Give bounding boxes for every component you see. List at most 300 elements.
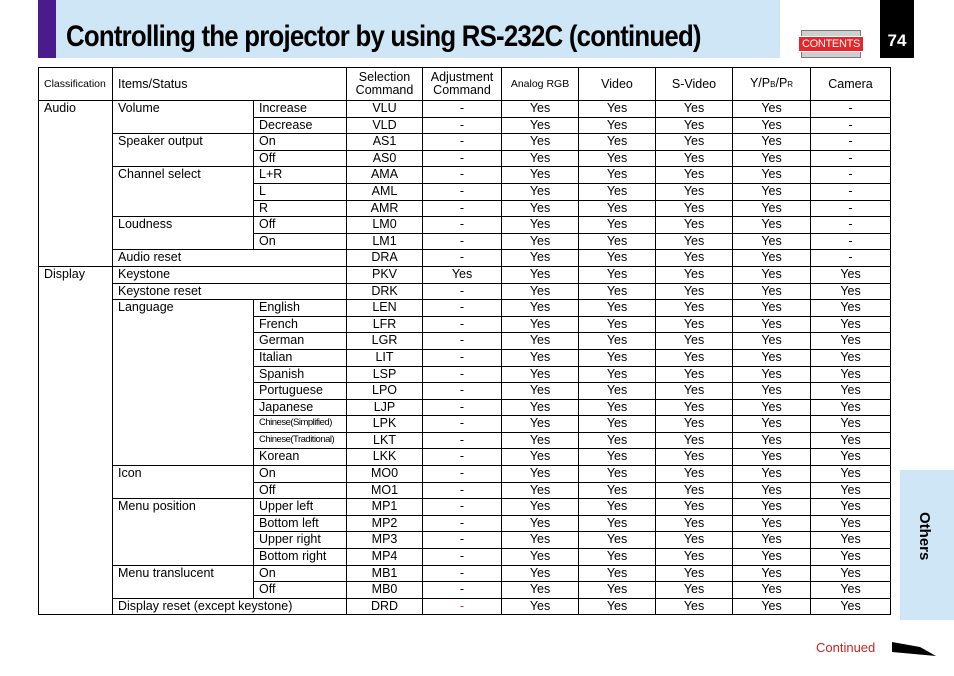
video-cell: Yes — [579, 333, 656, 350]
status-cell: Spanish — [254, 366, 347, 383]
adjustment-command-cell: - — [423, 482, 502, 499]
table-header-row — [39, 68, 891, 101]
analog-rgb-cell: Yes — [502, 167, 579, 184]
adjustment-command-cell: - — [423, 167, 502, 184]
selection-command-cell: VLD — [347, 117, 423, 134]
s-video-cell: Yes — [656, 466, 733, 483]
classification-cell — [39, 200, 113, 217]
ypbpr-cell: Yes — [733, 101, 811, 118]
table-row — [39, 316, 891, 333]
video-cell: Yes — [579, 399, 656, 416]
s-video-cell: Yes — [656, 167, 733, 184]
camera-cell: Yes — [811, 316, 891, 333]
selection-command-cell: DRD — [347, 598, 423, 615]
ypbpr-cell: Yes — [733, 349, 811, 366]
others-tab-label: Others — [916, 512, 933, 561]
table-row — [39, 283, 891, 300]
camera-cell: - — [811, 217, 891, 234]
selection-command-cell: LM0 — [347, 217, 423, 234]
status-cell: Decrease — [254, 117, 347, 134]
adjustment-command-cell: - — [423, 200, 502, 217]
table-row — [39, 499, 891, 516]
classification-cell — [39, 598, 113, 615]
analog-rgb-cell: Yes — [502, 515, 579, 532]
table-row — [39, 117, 891, 134]
table-row — [39, 200, 891, 217]
video-cell: Yes — [579, 466, 656, 483]
s-video-cell: Yes — [656, 565, 733, 582]
rs232c-command-table — [38, 67, 891, 615]
analog-rgb-cell: Yes — [502, 283, 579, 300]
analog-rgb-cell: Yes — [502, 316, 579, 333]
video-cell: Yes — [579, 167, 656, 184]
analog-rgb-cell: Yes — [502, 582, 579, 599]
ypbpr-cell: Yes — [733, 383, 811, 400]
video-cell: Yes — [579, 200, 656, 217]
ypbpr-cell: Yes — [733, 432, 811, 449]
classification-cell — [39, 549, 113, 566]
classification-cell — [39, 150, 113, 167]
classification-cell — [39, 250, 113, 267]
selection-command-cell: AML — [347, 183, 423, 200]
ypbpr-cell: Yes — [733, 449, 811, 466]
status-cell: Off — [254, 582, 347, 599]
adjustment-command-cell: - — [423, 316, 502, 333]
selection-command-cell: LPK — [347, 416, 423, 433]
selection-command-cell: MP2 — [347, 515, 423, 532]
selection-command-cell: LGR — [347, 333, 423, 350]
table-row — [39, 532, 891, 549]
s-video-cell: Yes — [656, 549, 733, 566]
item-cell — [113, 432, 254, 449]
analog-rgb-cell: Yes — [502, 134, 579, 151]
analog-rgb-cell: Yes — [502, 549, 579, 566]
classification-cell — [39, 532, 113, 549]
s-video-cell: Yes — [656, 399, 733, 416]
ypbpr-cell: Yes — [733, 250, 811, 267]
analog-rgb-cell: Yes — [502, 349, 579, 366]
adjustment-command-cell: - — [423, 532, 502, 549]
adjustment-command-cell: - — [423, 383, 502, 400]
adjustment-command-cell: - — [423, 565, 502, 582]
header-s-video: S-Video — [656, 68, 733, 101]
s-video-cell: Yes — [656, 449, 733, 466]
classification-cell — [39, 582, 113, 599]
ypbpr-cell: Yes — [733, 300, 811, 317]
s-video-cell: Yes — [656, 598, 733, 615]
selection-command-cell: LKT — [347, 432, 423, 449]
video-cell: Yes — [579, 300, 656, 317]
camera-cell: Yes — [811, 366, 891, 383]
header-items-status: Items/Status — [113, 68, 347, 101]
status-cell: On — [254, 134, 347, 151]
video-cell: Yes — [579, 515, 656, 532]
table-row — [39, 598, 891, 615]
table-row — [39, 565, 891, 582]
selection-command-cell: LSP — [347, 366, 423, 383]
table-row — [39, 266, 891, 283]
table-row — [39, 134, 891, 151]
item-cell — [113, 482, 254, 499]
header-video: Video — [579, 68, 656, 101]
item-cell: Keystone reset — [113, 283, 347, 300]
contents-button[interactable] — [801, 30, 861, 58]
s-video-cell: Yes — [656, 134, 733, 151]
table-row — [39, 399, 891, 416]
page-number: 74 — [880, 0, 914, 58]
s-video-cell: Yes — [656, 101, 733, 118]
status-cell: Upper left — [254, 499, 347, 516]
selection-command-cell: LFR — [347, 316, 423, 333]
camera-cell: Yes — [811, 266, 891, 283]
adjustment-command-cell: - — [423, 101, 502, 118]
video-cell: Yes — [579, 150, 656, 167]
analog-rgb-cell: Yes — [502, 333, 579, 350]
selection-command-cell: MP1 — [347, 499, 423, 516]
header-adjustment-command: Adjustment Command — [423, 68, 502, 101]
camera-cell: Yes — [811, 333, 891, 350]
adjustment-command-cell: - — [423, 134, 502, 151]
ypbpr-cell: Yes — [733, 499, 811, 516]
item-cell — [113, 416, 254, 433]
s-video-cell: Yes — [656, 183, 733, 200]
s-video-cell: Yes — [656, 499, 733, 516]
ypbpr-cell: Yes — [733, 333, 811, 350]
analog-rgb-cell: Yes — [502, 466, 579, 483]
camera-cell: Yes — [811, 349, 891, 366]
table-row — [39, 482, 891, 499]
header-analog-rgb: Analog RGB — [502, 68, 579, 101]
table-row — [39, 466, 891, 483]
classification-cell — [39, 482, 113, 499]
s-video-cell: Yes — [656, 383, 733, 400]
camera-cell: - — [811, 250, 891, 267]
header-classification: Classification — [39, 68, 113, 101]
item-cell — [113, 582, 254, 599]
s-video-cell: Yes — [656, 117, 733, 134]
camera-cell: Yes — [811, 432, 891, 449]
camera-cell: Yes — [811, 416, 891, 433]
ypbpr-cell: Yes — [733, 515, 811, 532]
camera-cell: Yes — [811, 283, 891, 300]
selection-command-cell: MB0 — [347, 582, 423, 599]
selection-command-cell: PKV — [347, 266, 423, 283]
classification-cell — [39, 183, 113, 200]
classification-cell — [39, 283, 113, 300]
adjustment-command-cell: - — [423, 183, 502, 200]
table-row — [39, 432, 891, 449]
analog-rgb-cell: Yes — [502, 183, 579, 200]
adjustment-command-cell: - — [423, 466, 502, 483]
analog-rgb-cell: Yes — [502, 101, 579, 118]
s-video-cell: Yes — [656, 266, 733, 283]
ypbpr-cell: Yes — [733, 582, 811, 599]
table-body — [39, 101, 891, 615]
adjustment-command-cell: - — [423, 300, 502, 317]
status-cell: On — [254, 565, 347, 582]
status-cell: On — [254, 466, 347, 483]
analog-rgb-cell: Yes — [502, 200, 579, 217]
table-row — [39, 416, 891, 433]
selection-command-cell: MP3 — [347, 532, 423, 549]
status-cell: Portuguese — [254, 383, 347, 400]
table-row — [39, 150, 891, 167]
s-video-cell: Yes — [656, 515, 733, 532]
item-cell — [113, 366, 254, 383]
video-cell: Yes — [579, 217, 656, 234]
continued-arrow-icon[interactable] — [890, 641, 936, 657]
analog-rgb-cell: Yes — [502, 250, 579, 267]
camera-cell: Yes — [811, 499, 891, 516]
video-cell: Yes — [579, 233, 656, 250]
item-cell — [113, 532, 254, 549]
table-row — [39, 250, 891, 267]
adjustment-command-cell: - — [423, 549, 502, 566]
video-cell: Yes — [579, 432, 656, 449]
s-video-cell: Yes — [656, 217, 733, 234]
selection-command-cell: AMA — [347, 167, 423, 184]
s-video-cell: Yes — [656, 532, 733, 549]
item-cell — [113, 349, 254, 366]
ypbpr-cell: Yes — [733, 200, 811, 217]
selection-command-cell: LM1 — [347, 233, 423, 250]
classification-cell — [39, 300, 113, 317]
header-ypbpr: Y/PB/PR — [733, 68, 811, 101]
classification-cell — [39, 399, 113, 416]
ypbpr-cell: Yes — [733, 316, 811, 333]
video-cell: Yes — [579, 416, 656, 433]
item-cell — [113, 150, 254, 167]
ypbpr-cell: Yes — [733, 466, 811, 483]
s-video-cell: Yes — [656, 349, 733, 366]
selection-command-cell: DRA — [347, 250, 423, 267]
camera-cell: Yes — [811, 515, 891, 532]
ypbpr-cell: Yes — [733, 117, 811, 134]
classification-cell — [39, 117, 113, 134]
ypbpr-cell: Yes — [733, 532, 811, 549]
analog-rgb-cell: Yes — [502, 532, 579, 549]
adjustment-command-cell: - — [423, 515, 502, 532]
status-cell: Increase — [254, 101, 347, 118]
table-row — [39, 349, 891, 366]
video-cell: Yes — [579, 449, 656, 466]
selection-command-cell: DRK — [347, 283, 423, 300]
selection-command-cell: VLU — [347, 101, 423, 118]
video-cell: Yes — [579, 383, 656, 400]
continued-link[interactable]: Continued — [816, 640, 876, 655]
camera-cell: Yes — [811, 532, 891, 549]
table-row — [39, 333, 891, 350]
item-cell — [113, 333, 254, 350]
selection-command-cell: MO0 — [347, 466, 423, 483]
item-cell — [113, 449, 254, 466]
status-cell: Off — [254, 150, 347, 167]
item-cell: Keystone — [113, 266, 347, 283]
video-cell: Yes — [579, 266, 656, 283]
analog-rgb-cell: Yes — [502, 482, 579, 499]
s-video-cell: Yes — [656, 200, 733, 217]
video-cell: Yes — [579, 582, 656, 599]
classification-cell — [39, 383, 113, 400]
selection-command-cell: LIT — [347, 349, 423, 366]
ypbpr-cell: Yes — [733, 482, 811, 499]
selection-command-cell: LJP — [347, 399, 423, 416]
analog-rgb-cell: Yes — [502, 399, 579, 416]
analog-rgb-cell: Yes — [502, 300, 579, 317]
classification-cell — [39, 167, 113, 184]
item-cell — [113, 316, 254, 333]
ypbpr-cell: Yes — [733, 167, 811, 184]
classification-cell — [39, 449, 113, 466]
classification-cell — [39, 217, 113, 234]
classification-cell: Display — [39, 266, 113, 283]
selection-command-cell: LEN — [347, 300, 423, 317]
item-cell — [113, 549, 254, 566]
table-row — [39, 300, 891, 317]
classification-cell — [39, 316, 113, 333]
video-cell: Yes — [579, 101, 656, 118]
video-cell: Yes — [579, 250, 656, 267]
status-cell: Chinese(Traditional) — [254, 432, 347, 449]
status-cell: L+R — [254, 167, 347, 184]
title-accent-bar — [38, 0, 56, 58]
table-row — [39, 167, 891, 184]
camera-cell: Yes — [811, 549, 891, 566]
video-cell: Yes — [579, 532, 656, 549]
item-cell: Channel select — [113, 167, 254, 184]
analog-rgb-cell: Yes — [502, 383, 579, 400]
table-row — [39, 366, 891, 383]
selection-command-cell: MO1 — [347, 482, 423, 499]
status-cell: Bottom right — [254, 549, 347, 566]
s-video-cell: Yes — [656, 582, 733, 599]
analog-rgb-cell: Yes — [502, 598, 579, 615]
item-cell: Display reset (except keystone) — [113, 598, 347, 615]
classification-cell — [39, 349, 113, 366]
adjustment-command-cell: - — [423, 283, 502, 300]
selection-command-cell: AS1 — [347, 134, 423, 151]
analog-rgb-cell: Yes — [502, 565, 579, 582]
item-cell: Audio reset — [113, 250, 347, 267]
analog-rgb-cell: Yes — [502, 150, 579, 167]
adjustment-command-cell: - — [423, 333, 502, 350]
adjustment-command-cell: - — [423, 349, 502, 366]
camera-cell: Yes — [811, 399, 891, 416]
ypbpr-cell: Yes — [733, 565, 811, 582]
item-cell — [113, 233, 254, 250]
s-video-cell: Yes — [656, 333, 733, 350]
status-cell: Off — [254, 482, 347, 499]
s-video-cell: Yes — [656, 300, 733, 317]
analog-rgb-cell: Yes — [502, 233, 579, 250]
ypbpr-cell: Yes — [733, 150, 811, 167]
video-cell: Yes — [579, 598, 656, 615]
classification-cell — [39, 366, 113, 383]
video-cell: Yes — [579, 117, 656, 134]
camera-cell: - — [811, 200, 891, 217]
analog-rgb-cell: Yes — [502, 366, 579, 383]
camera-cell: Yes — [811, 383, 891, 400]
selection-command-cell: AS0 — [347, 150, 423, 167]
table-row — [39, 217, 891, 234]
table-row — [39, 183, 891, 200]
video-cell: Yes — [579, 549, 656, 566]
item-cell — [113, 515, 254, 532]
adjustment-command-cell: - — [423, 150, 502, 167]
item-cell — [113, 117, 254, 134]
status-cell: Korean — [254, 449, 347, 466]
selection-command-cell: MP4 — [347, 549, 423, 566]
video-cell: Yes — [579, 134, 656, 151]
classification-cell — [39, 333, 113, 350]
classification-cell — [39, 233, 113, 250]
ypbpr-cell: Yes — [733, 598, 811, 615]
ypbpr-cell: Yes — [733, 366, 811, 383]
video-cell: Yes — [579, 316, 656, 333]
item-cell: Menu position — [113, 499, 254, 516]
camera-cell: - — [811, 117, 891, 134]
status-cell: On — [254, 233, 347, 250]
status-cell: German — [254, 333, 347, 350]
camera-cell: Yes — [811, 300, 891, 317]
camera-cell: Yes — [811, 565, 891, 582]
item-cell — [113, 200, 254, 217]
adjustment-command-cell: - — [423, 117, 502, 134]
table-row — [39, 582, 891, 599]
camera-cell: Yes — [811, 466, 891, 483]
item-cell: Menu translucent — [113, 565, 254, 582]
status-cell: Bottom left — [254, 515, 347, 532]
camera-cell: - — [811, 150, 891, 167]
status-cell: L — [254, 183, 347, 200]
camera-cell: - — [811, 167, 891, 184]
selection-command-cell: MB1 — [347, 565, 423, 582]
page-title: Controlling the projector by using RS-232C (continued) — [66, 20, 701, 53]
item-cell: Loudness — [113, 217, 254, 234]
classification-cell — [39, 515, 113, 532]
adjustment-command-cell: - — [423, 217, 502, 234]
adjustment-command-cell: - — [423, 598, 502, 615]
camera-cell: - — [811, 183, 891, 200]
header-selection-command: Selection Command — [347, 68, 423, 101]
header-camera: Camera — [811, 68, 891, 101]
adjustment-command-cell: - — [423, 432, 502, 449]
item-cell: Volume — [113, 101, 254, 118]
status-cell: French — [254, 316, 347, 333]
classification-cell — [39, 466, 113, 483]
status-cell: Off — [254, 217, 347, 234]
ypbpr-cell: Yes — [733, 416, 811, 433]
status-cell: English — [254, 300, 347, 317]
camera-cell: - — [811, 134, 891, 151]
table-row — [39, 449, 891, 466]
s-video-cell: Yes — [656, 482, 733, 499]
camera-cell: Yes — [811, 449, 891, 466]
classification-cell — [39, 432, 113, 449]
video-cell: Yes — [579, 499, 656, 516]
video-cell: Yes — [579, 482, 656, 499]
adjustment-command-cell: - — [423, 499, 502, 516]
selection-command-cell: LPO — [347, 383, 423, 400]
analog-rgb-cell: Yes — [502, 416, 579, 433]
item-cell — [113, 183, 254, 200]
selection-command-cell: AMR — [347, 200, 423, 217]
camera-cell: - — [811, 233, 891, 250]
classification-cell — [39, 565, 113, 582]
camera-cell: Yes — [811, 582, 891, 599]
analog-rgb-cell: Yes — [502, 432, 579, 449]
s-video-cell: Yes — [656, 416, 733, 433]
